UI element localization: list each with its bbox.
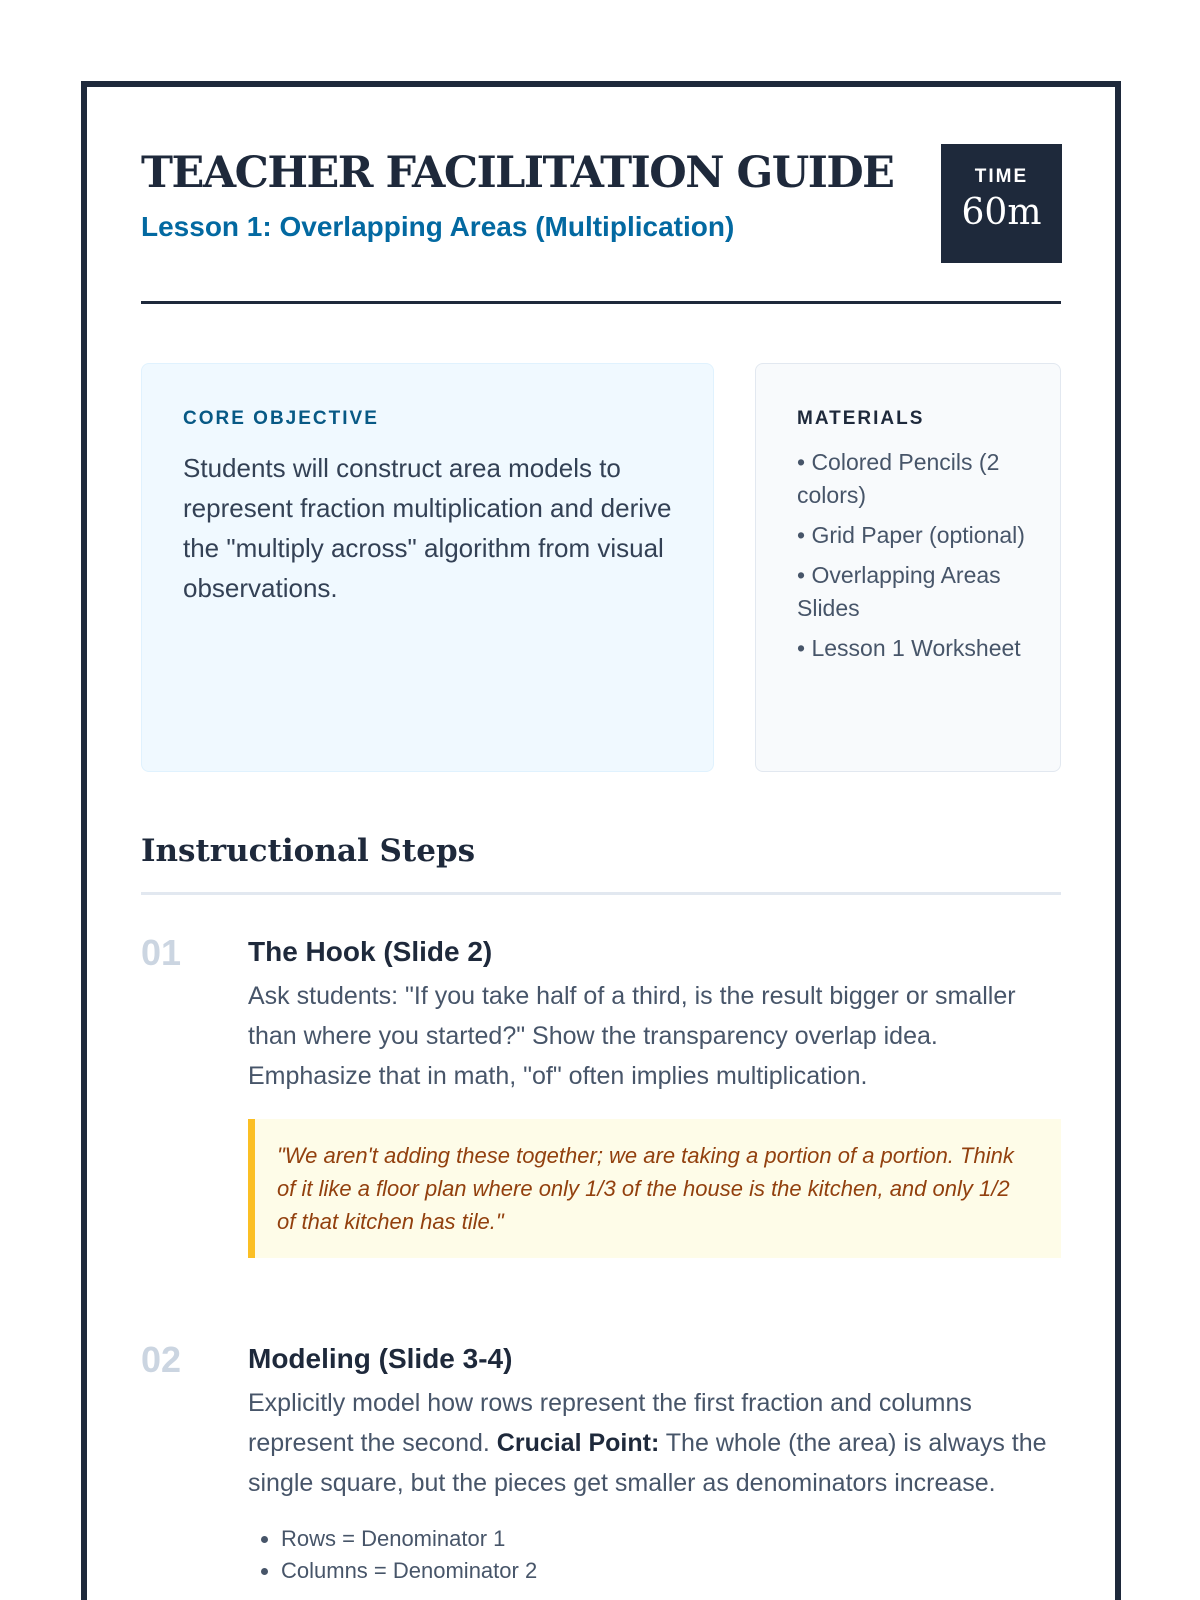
teacher-script-quote: "We aren't adding these together; we are taking a portion of a portion. Think of it like a floor plan where only 1/3 of the house is the kitchen, and only 1/2 of that kitchen has tile." [248,1119,1061,1258]
instructional-steps-heading: Instructional Steps [141,833,1061,895]
core-objective-card [141,363,714,772]
step-body [248,932,1061,1258]
step-body [248,1339,1061,1587]
materials-item: • Colored Pencils (2 colors) [797,449,1000,508]
core-objective-heading: CORE OBJECTIVE [183,408,379,429]
materials-item: • Grid Paper (optional) [797,522,1025,548]
step-bullet-list [248,1523,1061,1587]
page-title: TEACHER FACILITATION GUIDE [141,148,894,198]
materials-item: • Lesson 1 Worksheet [797,635,1021,661]
step-text: Ask students: "If you take half of a third, is the result bigger or smaller than where you started?" Show the transparency overlap idea. Emphasize that in math, "of" often implies multiplication. [248,982,1016,1090]
materials-item: • Overlapping Areas Slides [797,562,1001,621]
step-text [248,1383,1061,1503]
lesson-subtitle: Lesson 1: Overlapping Areas (Multiplication) [141,211,735,242]
step-text-part: Explicitly model how rows represent the first fraction and columns represent the second. [248,1389,972,1457]
materials-card [755,363,1061,772]
list-item: • Columns = Denominator 2 [281,1555,1061,1587]
core-objective-text: Students will construct area models to represent fraction multiplication and derive the "multiply across" algorithm from visual observations. [183,453,672,603]
crucial-point-label: Crucial Point: [496,1429,660,1457]
guide-page [81,81,1121,1600]
step-number: 02 [141,1339,182,1380]
time-value: 60m [961,192,1042,233]
materials-list [797,446,1042,672]
guide-header [141,87,1061,304]
step-text-part: The whole (the area) is always the single square, but the pieces get smaller as denominators increase. [248,1429,1047,1497]
materials-heading: MATERIALS [797,408,925,429]
step-title: The Hook (Slide 2) [248,936,493,967]
step-title: Modeling (Slide 3-4) [248,1343,513,1374]
time-badge [941,144,1062,263]
step-number: 01 [141,932,182,973]
time-label: TIME [974,166,1029,187]
list-item: • Rows = Denominator 1 [281,1523,1061,1555]
